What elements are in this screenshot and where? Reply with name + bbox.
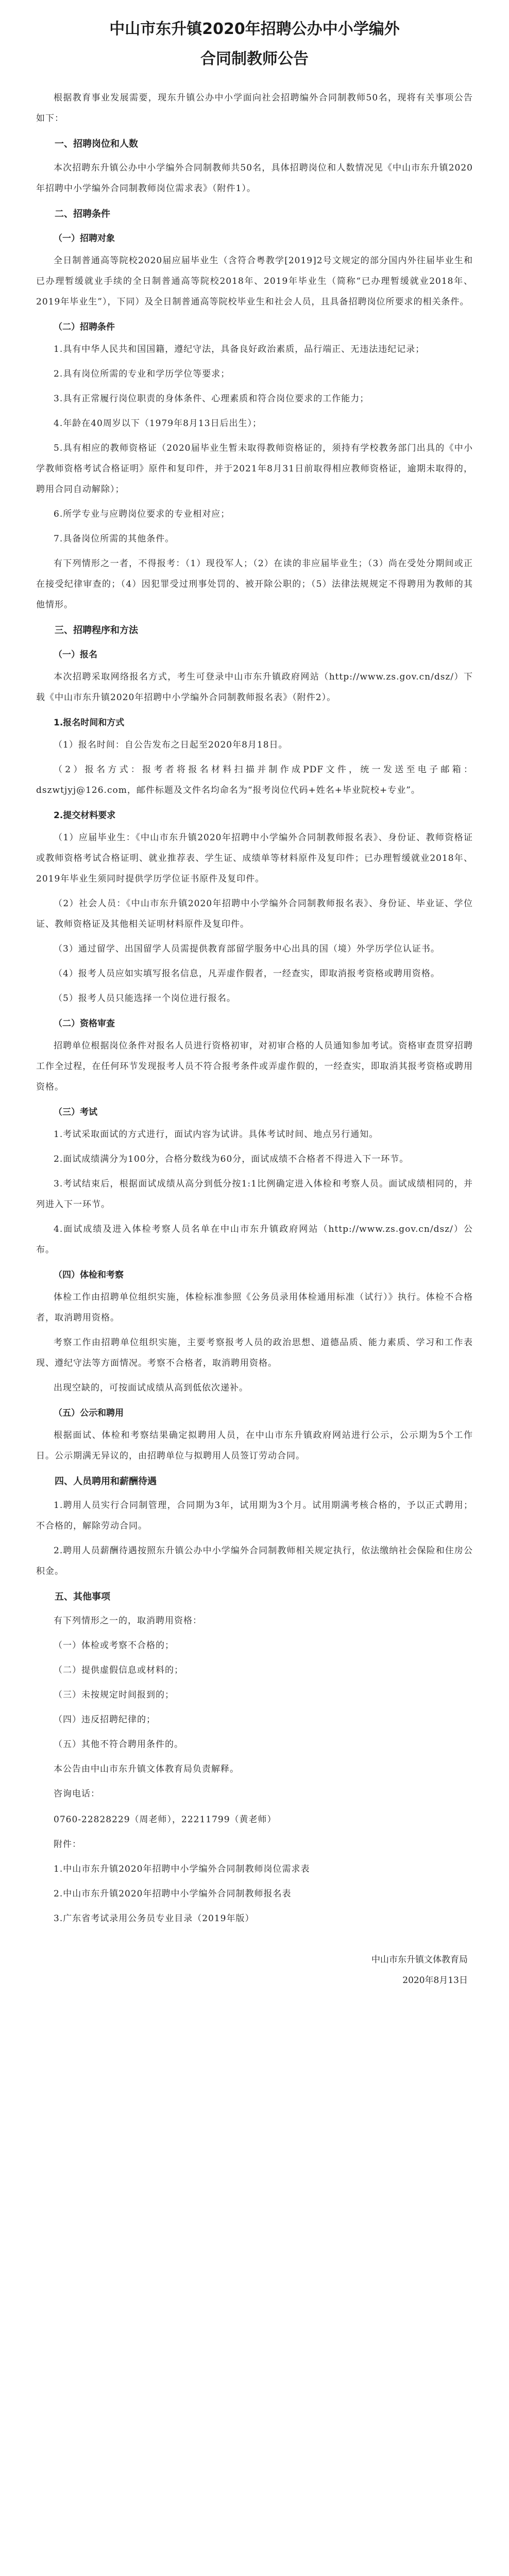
paragraph: 咨询电话： xyxy=(54,1789,100,1799)
section-heading: 五、其他事项 xyxy=(55,1591,110,1602)
paragraph: 7.具备岗位所需的其他条件。 xyxy=(54,534,175,544)
paragraph: （四）违反招聘纪律的； xyxy=(54,1715,156,1725)
section-heading: 1.报名时间和方式 xyxy=(54,718,125,728)
attachments-heading: 附件： xyxy=(54,1839,81,1850)
paragraph: 招聘单位根据岗位条件对报名人员进行资格初审，对初审合格的人员通知参加考试。资格审查贯穿招聘工作全过程，在任何环节发现报考人员不符合报考条件或弄虚作假的，一经查实，即取消其报考资格或聘用资格。 xyxy=(36,1041,473,1092)
paragraph: （5）报考人员只能选择一个岗位进行报名。 xyxy=(54,993,236,1004)
article-body xyxy=(36,88,473,1804)
attachment-item[interactable]: 3.广东省考试录用公务员专业目录（2019年版） xyxy=(54,1913,254,1924)
paragraph: 1.考试采取面试的方式进行，面试内容为试讲。具体考试时间、地点另行通知。 xyxy=(54,1129,379,1140)
paragraph: 1.聘用人员实行合同制管理，合同期为3年，试用期为3个月。试用期满考核合格的，予以正式聘用；不合格的，解除劳动合同。 xyxy=(36,1500,473,1531)
paragraph: 考察工作由招聘单位组织实施，主要考察报考人员的政治思想、道德品质、能力素质、学习和工作表现、遵纪守法等方面情况。考察不合格者，取消聘用资格。 xyxy=(36,1337,473,1368)
paragraph: （3）通过留学、出国留学人员需提供教育部留学服务中心出具的国（境）外学历学位认证书。 xyxy=(54,944,440,954)
paragraph: 3.考试结束后，根据面试成绩从高分到低分按1:1比例确定进入体检和考察人员。面试成绩相同的，并列进入下一环节。 xyxy=(36,1179,473,1210)
paragraph: （三）未按规定时间报到的； xyxy=(54,1690,174,1700)
paragraph: （二）提供虚假信息或材料的； xyxy=(54,1665,183,1675)
paragraph: （4）报考人员应如实填写报名信息，凡弄虚作假者，一经查实，即取消报考资格或聘用资格。 xyxy=(54,969,440,979)
paragraph: 本次招聘采取网络报名方式，考生可登录中山市东升镇政府网站（http://www.zs.gov.cn/dsz/）下载《中山市东升镇2020年招聘中小学编外合同制教师报名表》（附件2）。 xyxy=(36,672,473,703)
paragraph: 根据教育事业发展需要，现东升镇公办中小学面向社会招聘编外合同制教师50名，现将有关事项公告如下： xyxy=(36,93,473,124)
section-heading: （五）公示和聘用 xyxy=(54,1408,124,1418)
section-heading: 二、招聘条件 xyxy=(55,209,110,219)
section-heading: 2.提交材料要求 xyxy=(54,810,116,821)
paragraph: 有下列情形之一的，取消聘用资格： xyxy=(54,1616,202,1626)
paragraph: （1）应届毕业生：《中山市东升镇2020年招聘中小学编外合同制教师报名表》、身份证、教师资格证或教师资格考试合格证明、就业推荐表、学生证、成绩单等材料原件及复印件；已办理暂缓就业2018年、2019年毕业生须同时提供学历学位证书原件及复印件。 xyxy=(36,833,473,884)
paragraph: 体检工作由招聘单位组织实施，体检标准参照《公务员录用体检通用标准（试行）》执行。体检不合格者，取消聘用资格。 xyxy=(36,1292,473,1323)
section-heading: （三）考试 xyxy=(54,1107,97,1117)
page-title xyxy=(36,14,473,74)
paragraph: （2）报名方式：报考者将报名材料扫描并制作成PDF文件，统一发送至电子邮箱：dszwtjyj@126.com，邮件标题及文件名均命名为“报考岗位代码+姓名+毕业院校+专业”。 xyxy=(36,765,473,795)
section-heading: （一）报名 xyxy=(54,650,97,660)
paragraph: 2.面试成绩满分为100分，合格分数线为60分，面试成绩不合格者不得进入下一环节。 xyxy=(54,1154,409,1164)
section-heading: （一）招聘对象 xyxy=(54,233,115,244)
paragraph: （五）其他不符合聘用条件的。 xyxy=(54,1739,183,1750)
paragraph: （1）报名时间：自公告发布之日起至2020年8月18日。 xyxy=(54,740,288,750)
paragraph: （一）体检或考察不合格的； xyxy=(54,1640,174,1651)
contact-phone: 0760-22828229（周老师），22211799（黄老师） xyxy=(54,1815,277,1825)
section-heading: 一、招聘岗位和人数 xyxy=(55,139,138,149)
paragraph: 根据面试、体检和考察结果确定拟聘用人员，在中山市东升镇政府网站进行公示，公示期为5个工作日。公示期满无异议的，由招聘单位与拟聘用人员签订劳动合同。 xyxy=(36,1430,473,1461)
paragraph: 5.具有相应的教师资格证（2020届毕业生暂未取得教师资格证的，须持有学校教务部门出具的《中小学教师资格考试合格证明》原件和复印件，并于2021年8月31日前取得相应教师资格证，逾期未取得的，聘用合同自动解除）； xyxy=(36,443,473,495)
attachment-item[interactable]: 2.中山市东升镇2020年招聘中小学编外合同制教师报名表 xyxy=(54,1889,292,1899)
paragraph: （2）社会人员：《中山市东升镇2020年招聘中小学编外合同制教师报名表》、身份证、毕业证、学位证、教师资格证及其他相关证明材料原件及复印件。 xyxy=(36,899,473,929)
section-heading: （二）招聘条件 xyxy=(54,322,115,332)
paragraph: 全日制普通高等院校2020届应届毕业生（含符合粤教学[2019]2号文规定的部分国内外往届毕业生和已办理暂缓就业手续的全日制普通高等院校2018年、2019年毕业生（简称“已办理暂缓就业2018年、2019年毕业生”），下同）及全日制普通高等院校毕业生和社会人员，且具备招聘岗位所要求的相关条件。 xyxy=(36,256,473,307)
paragraph: 出现空缺的，可按面试成绩从高到低依次递补。 xyxy=(54,1383,248,1393)
page-title-line-2: 合同制教师公告 xyxy=(200,50,309,68)
paragraph: 本次招聘东升镇公办中小学编外合同制教师共50名，具体招聘岗位和人数情况见《中山市东升镇2020年招聘中小学编外合同制教师岗位需求表》（附件1）。 xyxy=(36,163,473,194)
paragraph: 本公告由中山市东升镇文体教育局负责解释。 xyxy=(54,1764,239,1774)
page-title-line-1: 中山市东升镇2020年招聘公办中小学编外 xyxy=(109,20,400,38)
footer-date: 2020年8月13日 xyxy=(402,1975,468,1986)
paragraph: 6.所学专业与应聘岗位要求的专业相对应； xyxy=(54,509,230,519)
paragraph: 3.具有正常履行岗位职责的身体条件、心理素质和符合岗位要求的工作能力； xyxy=(54,394,369,404)
paragraph: 2.具有岗位所需的专业和学历学位等要求； xyxy=(54,369,230,379)
attachment-item[interactable]: 1.中山市东升镇2020年招聘中小学编外合同制教师岗位需求表 xyxy=(54,1864,310,1874)
paragraph: 2.聘用人员薪酬待遇按照东升镇公办中小学编外合同制教师相关规定执行，依法缴纳社会保险和住房公积金。 xyxy=(36,1546,473,1577)
paragraph: 1.具有中华人民共和国国籍，遵纪守法，具备良好政治素质，品行端正、无违法违纪记录； xyxy=(54,344,425,354)
paragraph: 4.年龄在40周岁以下（1979年8月13日后出生）； xyxy=(54,418,262,429)
section-heading: 四、人员聘用和薪酬待遇 xyxy=(55,1476,157,1487)
footer-org: 中山市东升镇文体教育局 xyxy=(371,1955,468,1965)
section-heading: （四）体检和考察 xyxy=(54,1270,124,1280)
paragraph: 4.面试成绩及进入体检考察人员名单在中山市东升镇政府网站（http://www.zs.gov.cn/dsz/）公布。 xyxy=(36,1224,473,1255)
section-heading: （二）资格审查 xyxy=(54,1019,115,1029)
paragraph: 有下列情形之一者，不得报考：（1）现役军人；（2）在读的非应届毕业生；（3）尚在受处分期间或正在接受纪律审查的；（4）因犯罪受过刑事处罚的、被开除公职的；（5）法律法规规定不得聘用为教师的其他情形。 xyxy=(36,558,473,610)
section-heading: 三、招聘程序和方法 xyxy=(55,625,138,636)
